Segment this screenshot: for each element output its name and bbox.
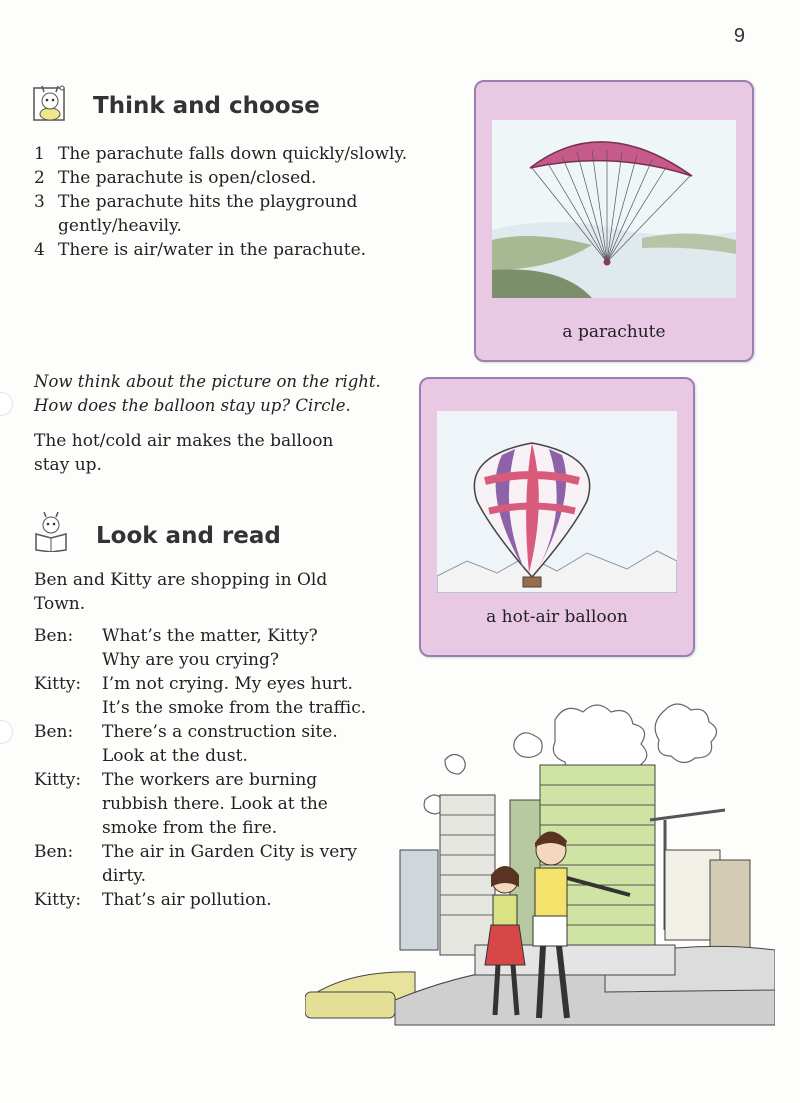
- list-item: 2 The parachute is open/closed.: [34, 168, 317, 188]
- think-and-choose-title: Think and choose: [93, 93, 320, 119]
- dialogue-line: Ben: What’s the matter, Kitty? Why are you crying?: [34, 626, 318, 670]
- look-and-read-title: Look and read: [96, 523, 281, 549]
- list-item: 1 The parachute falls down quickly/slowly.: [34, 144, 408, 164]
- parachute-picture: [492, 120, 736, 298]
- dialogue-line: Ben: There’s a construction site. Look at the dust.: [34, 722, 338, 766]
- balloon-caption: a hot-air balloon: [486, 607, 628, 627]
- list-item: 4 There is air/water in the parachute.: [34, 240, 367, 260]
- dialogue-line: Kitty: The workers are burning rubbish there. Look at the smoke from the fire.: [34, 770, 328, 838]
- parachute-caption: a parachute: [562, 322, 666, 342]
- list-item: 3 The parachute hits the playground gently/heavily.: [34, 192, 358, 236]
- parachute-card: [474, 80, 754, 362]
- dialogue-line: Kitty: I’m not crying. My eyes hurt. It’s the smoke from the traffic.: [34, 674, 367, 718]
- reading-mascot-icon: [33, 512, 69, 552]
- reading-intro: Ben and Kitty are shopping in Old Town.: [34, 570, 328, 614]
- balloon-picture: [437, 411, 677, 593]
- balloon-card: [419, 377, 695, 657]
- punch-hole: [0, 392, 13, 416]
- page-number: 9: [733, 25, 745, 47]
- punch-hole: [0, 720, 13, 744]
- choose-list: [34, 142, 454, 262]
- dialogue-line: Kitty: That’s air pollution.: [34, 890, 272, 910]
- thinking-mascot-icon: [32, 84, 68, 124]
- city-pollution-illustration: [305, 700, 775, 1035]
- balloon-instruction: Now think about the picture on the right. How does the balloon stay up? Circle.: [34, 372, 381, 415]
- answer-sentence: The hot/cold air makes the balloon stay up.: [34, 431, 334, 475]
- dialogue-line: Ben: The air in Garden City is very dirty.: [34, 842, 358, 886]
